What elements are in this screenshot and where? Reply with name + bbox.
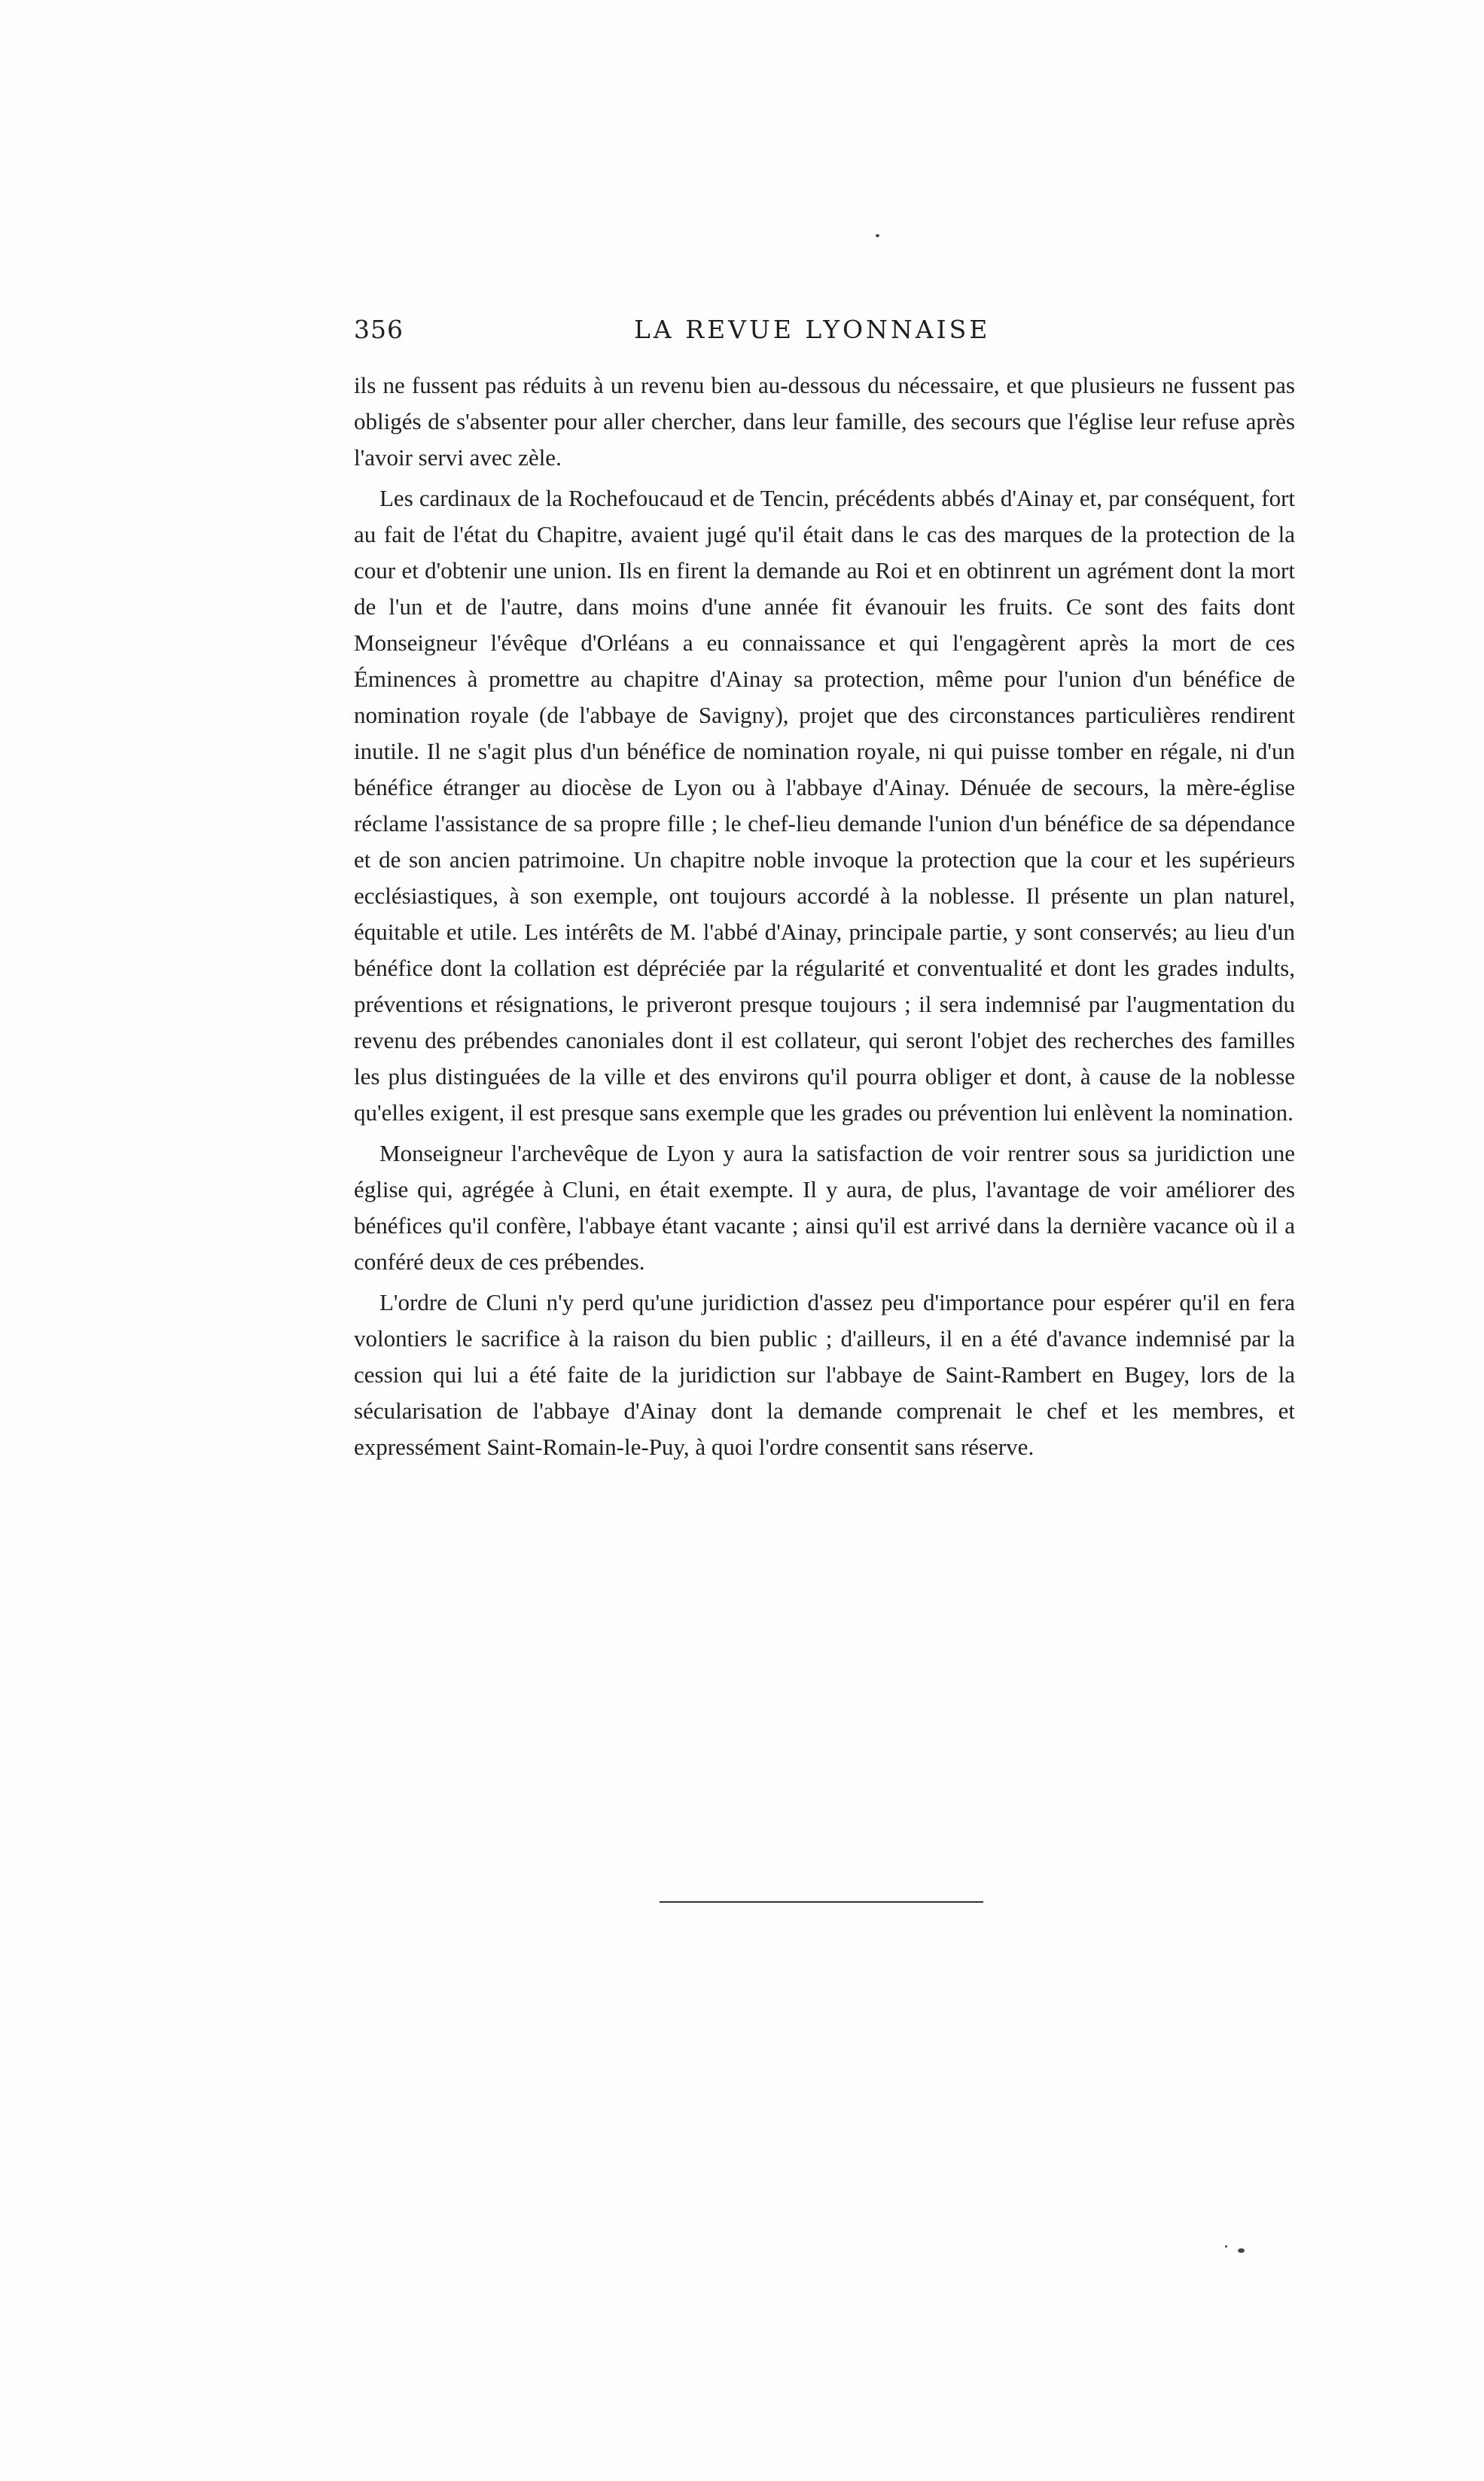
- paragraph: ils ne fussent pas réduits à un revenu bien au-dessous du nécessaire, et que plusieurs ne fussent pas obligés de s'absenter pour aller chercher, dans leur famille, des secours que l'église leur refuse après l'avoir servi avec zèle.: [354, 372, 1295, 471]
- body-text: [354, 367, 1295, 1465]
- page-number: 356: [354, 315, 404, 344]
- section-divider: [660, 1901, 983, 1903]
- paragraph: L'ordre de Cluni n'y perd qu'une juridiction d'assez peu d'importance pour espérer qu'il en fera volontiers le sacrifice à la raison du bien public ; d'ailleurs, il en a été d'avance indemnisé par la cession qui lui a été faite de la juridiction sur l'abbaye de Saint-Rambert en Bugey, lors de la sécularisation de l'abbaye d'Ainay dont la demande comprenait le chef et les membres, et expressément Saint-Romain-le-Puy, à quoi l'ordre consentit sans réserve.: [354, 1289, 1295, 1460]
- running-title: LA REVUE LYONNAISE: [634, 315, 991, 344]
- paragraph: Les cardinaux de la Rochefoucaud et de Tencin, précédents abbés d'Ainay et, par conséquent, fort au fait de l'état du Chapitre, avaient jugé qu'il était dans le cas des marques de la protection de la cour et d'obtenir une union. Ils en firent la demande au Roi et en obtinrent un agrément dont la mort de l'un et de l'autre, dans moins d'une année fit évanouir les fruits. Ce sont des faits dont Monseigneur l'évêque d'Orléans a eu connaissance et qui l'engagèrent après la mort de ces Éminences à promettre au chapitre d'Ainay sa protection, même pour l'union d'un bénéfice de nomination royale (de l'abbaye de Savigny), projet que des circonstances particulières rendirent inutile. Il ne s'agit plus d'un bénéfice de nomination royale, ni qui puisse tomber en régale, ni d'un bénéfice étranger au diocèse de Lyon ou à l'abbaye d'Ainay. Dénuée de secours, la mère-église réclame l'assistance de sa propre fille ; le chef-lieu demande l'union d'un bénéfice de sa dépendance et de son ancien patrimoine. Un chapitre noble invoque la protection que la cour et les supérieurs ecclésiastiques, à son exemple, ont toujours accordé à la noblesse. Il présente un plan naturel, équitable et utile. Les intérêts de M. l'abbé d'Ainay, principale partie, y sont conservés; au lieu d'un bénéfice dont la collation est dépréciée par la régularité et conventualité et dont les grades indults, préventions et résignations, le priveront presque toujours ; il sera indemnisé par l'augmentation du revenu des prébendes canoniales dont il est collateur, qui seront l'objet des recherches des familles les plus distinguées de la ville et des environs qu'il pourra obliger et dont, à cause de la noblesse qu'elles exigent, il est presque sans exemple que les grades ou prévention lui enlèvent la nomination.: [354, 485, 1295, 1126]
- page-header: [354, 315, 1295, 360]
- ink-speck: [1225, 2245, 1227, 2248]
- ink-speck: [876, 234, 879, 237]
- ink-speck: [1238, 2248, 1245, 2253]
- paragraph: Monseigneur l'archevêque de Lyon y aura la satisfaction de voir rentrer sous sa juridiction une église qui, agrégée à Cluni, en était exempte. Il y aura, de plus, l'avantage de voir améliorer des bénéfices qu'il confère, l'abbaye étant vacante ; ainsi qu'il est arrivé dans la dernière vacance où il a conféré deux de ces prébendes.: [354, 1140, 1295, 1275]
